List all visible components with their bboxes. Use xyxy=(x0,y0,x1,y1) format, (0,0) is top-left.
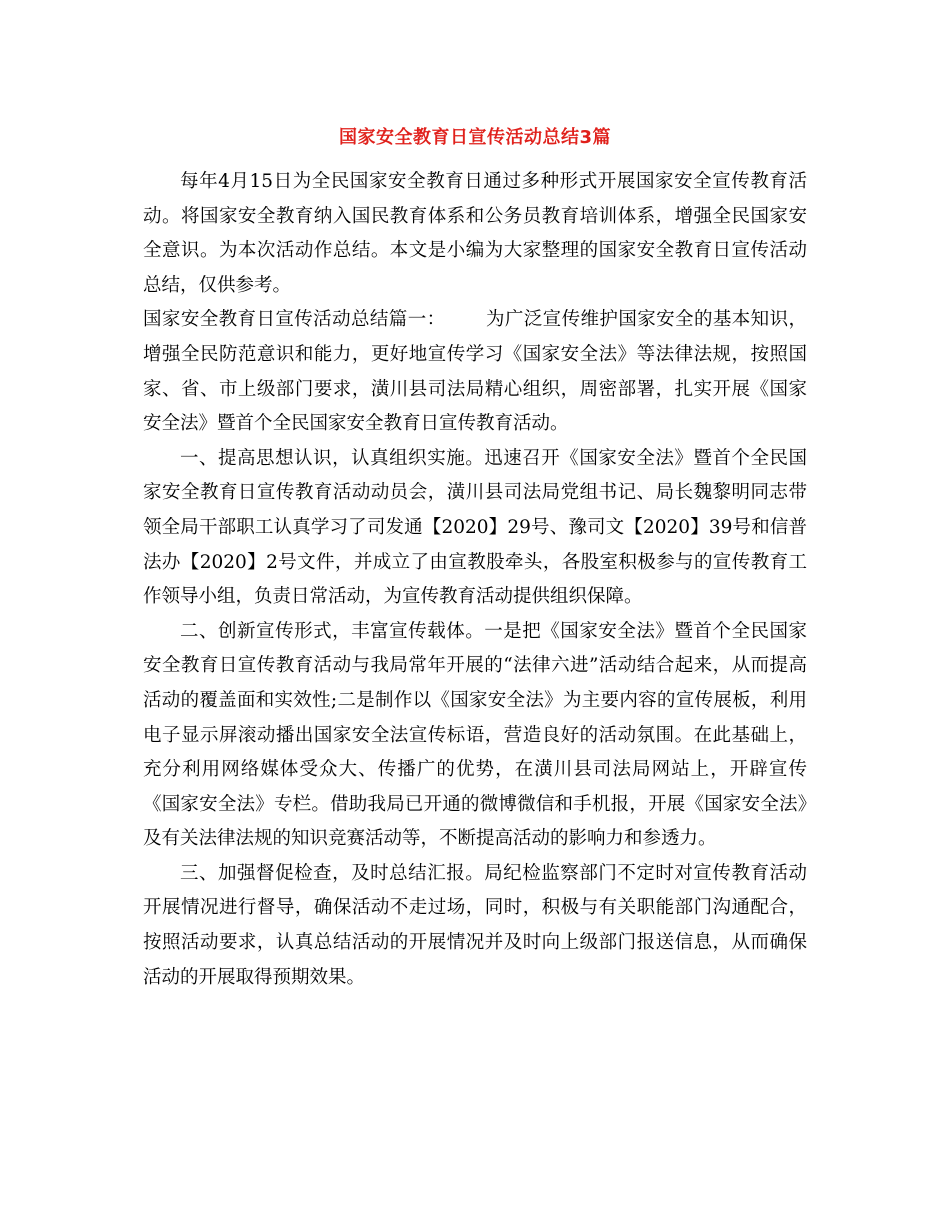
document-title: 国家安全教育日宣传活动总结3篇 xyxy=(338,127,612,148)
section1-text: 为广泛宣传维护国家安全的基本知识，增强全民防范意识和能力，更好地宣传学习《国家安全法》等法律法规，按照国家、省、市上级部门要求，潢川县司法局精心组织，周密部署，扎实开展《国家安全法》暨首个全民国家安全教育日宣传教育活动。 xyxy=(143,309,807,435)
intro-paragraph: 每年4月15日为全民国家安全教育日通过多种形式开展国家安全宣传教育活动。将国家安全教育纳入国民教育体系和公务员教育培训体系，增强全民国家安全意识。为本次活动作总结。本文是小编为大家整理的国家安全教育日宣传活动总结，仅供参考。 xyxy=(143,171,807,296)
document-body xyxy=(143,165,807,995)
point1-paragraph: 一、提高思想认识，认真组织实施。迅速召开《国家安全法》暨首个全民国家安全教育日宣传教育活动动员会，潢川县司法局党组书记、局长魏黎明同志带领全局干部职工认真学习了司发通【2020】29号、豫司文【2020】39号和信普法办【2020】2号文件，并成立了由宣教股牵头，各股室积极参与的宣传教育工作领导小组，负责日常活动，为宣传教育活动提供组织保障。 xyxy=(143,447,807,608)
point3-paragraph: 三、加强督促检查，及时总结汇报。局纪检监察部门不定时对宣传教育活动开展情况进行督导，确保活动不走过场，同时，积极与有关职能部门沟通配合，按照活动要求，认真总结活动的开展情况并及时向上级部门报送信息，从而确保活动的开展取得预期效果。 xyxy=(143,862,807,988)
point2-paragraph: 二、创新宣传形式，丰富宣传载体。一是把《国家安全法》暨首个全民国家安全教育日宣传教育活动与我局常年开展的“法律六进”活动结合起来，从而提高活动的覆盖面和实效性;二是制作以《国家安全法》为主要内容的宣传展板，利用电子显示屏滚动播出国家安全法宣传标语，营造良好的活动氛围。在此基础上，充分利用网络媒体受众大、传播广的优势，在潢川县司法局网站上，开辟宣传《国家安全法》专栏。借助我局已开通的微博微信和手机报，开展《国家安全法》及有关法律法规的知识竞赛活动等，不断提高活动的影响力和参透力。 xyxy=(143,620,807,850)
section1-paragraph xyxy=(143,303,807,441)
section1-heading: 国家安全教育日宣传活动总结篇一： xyxy=(143,309,446,331)
